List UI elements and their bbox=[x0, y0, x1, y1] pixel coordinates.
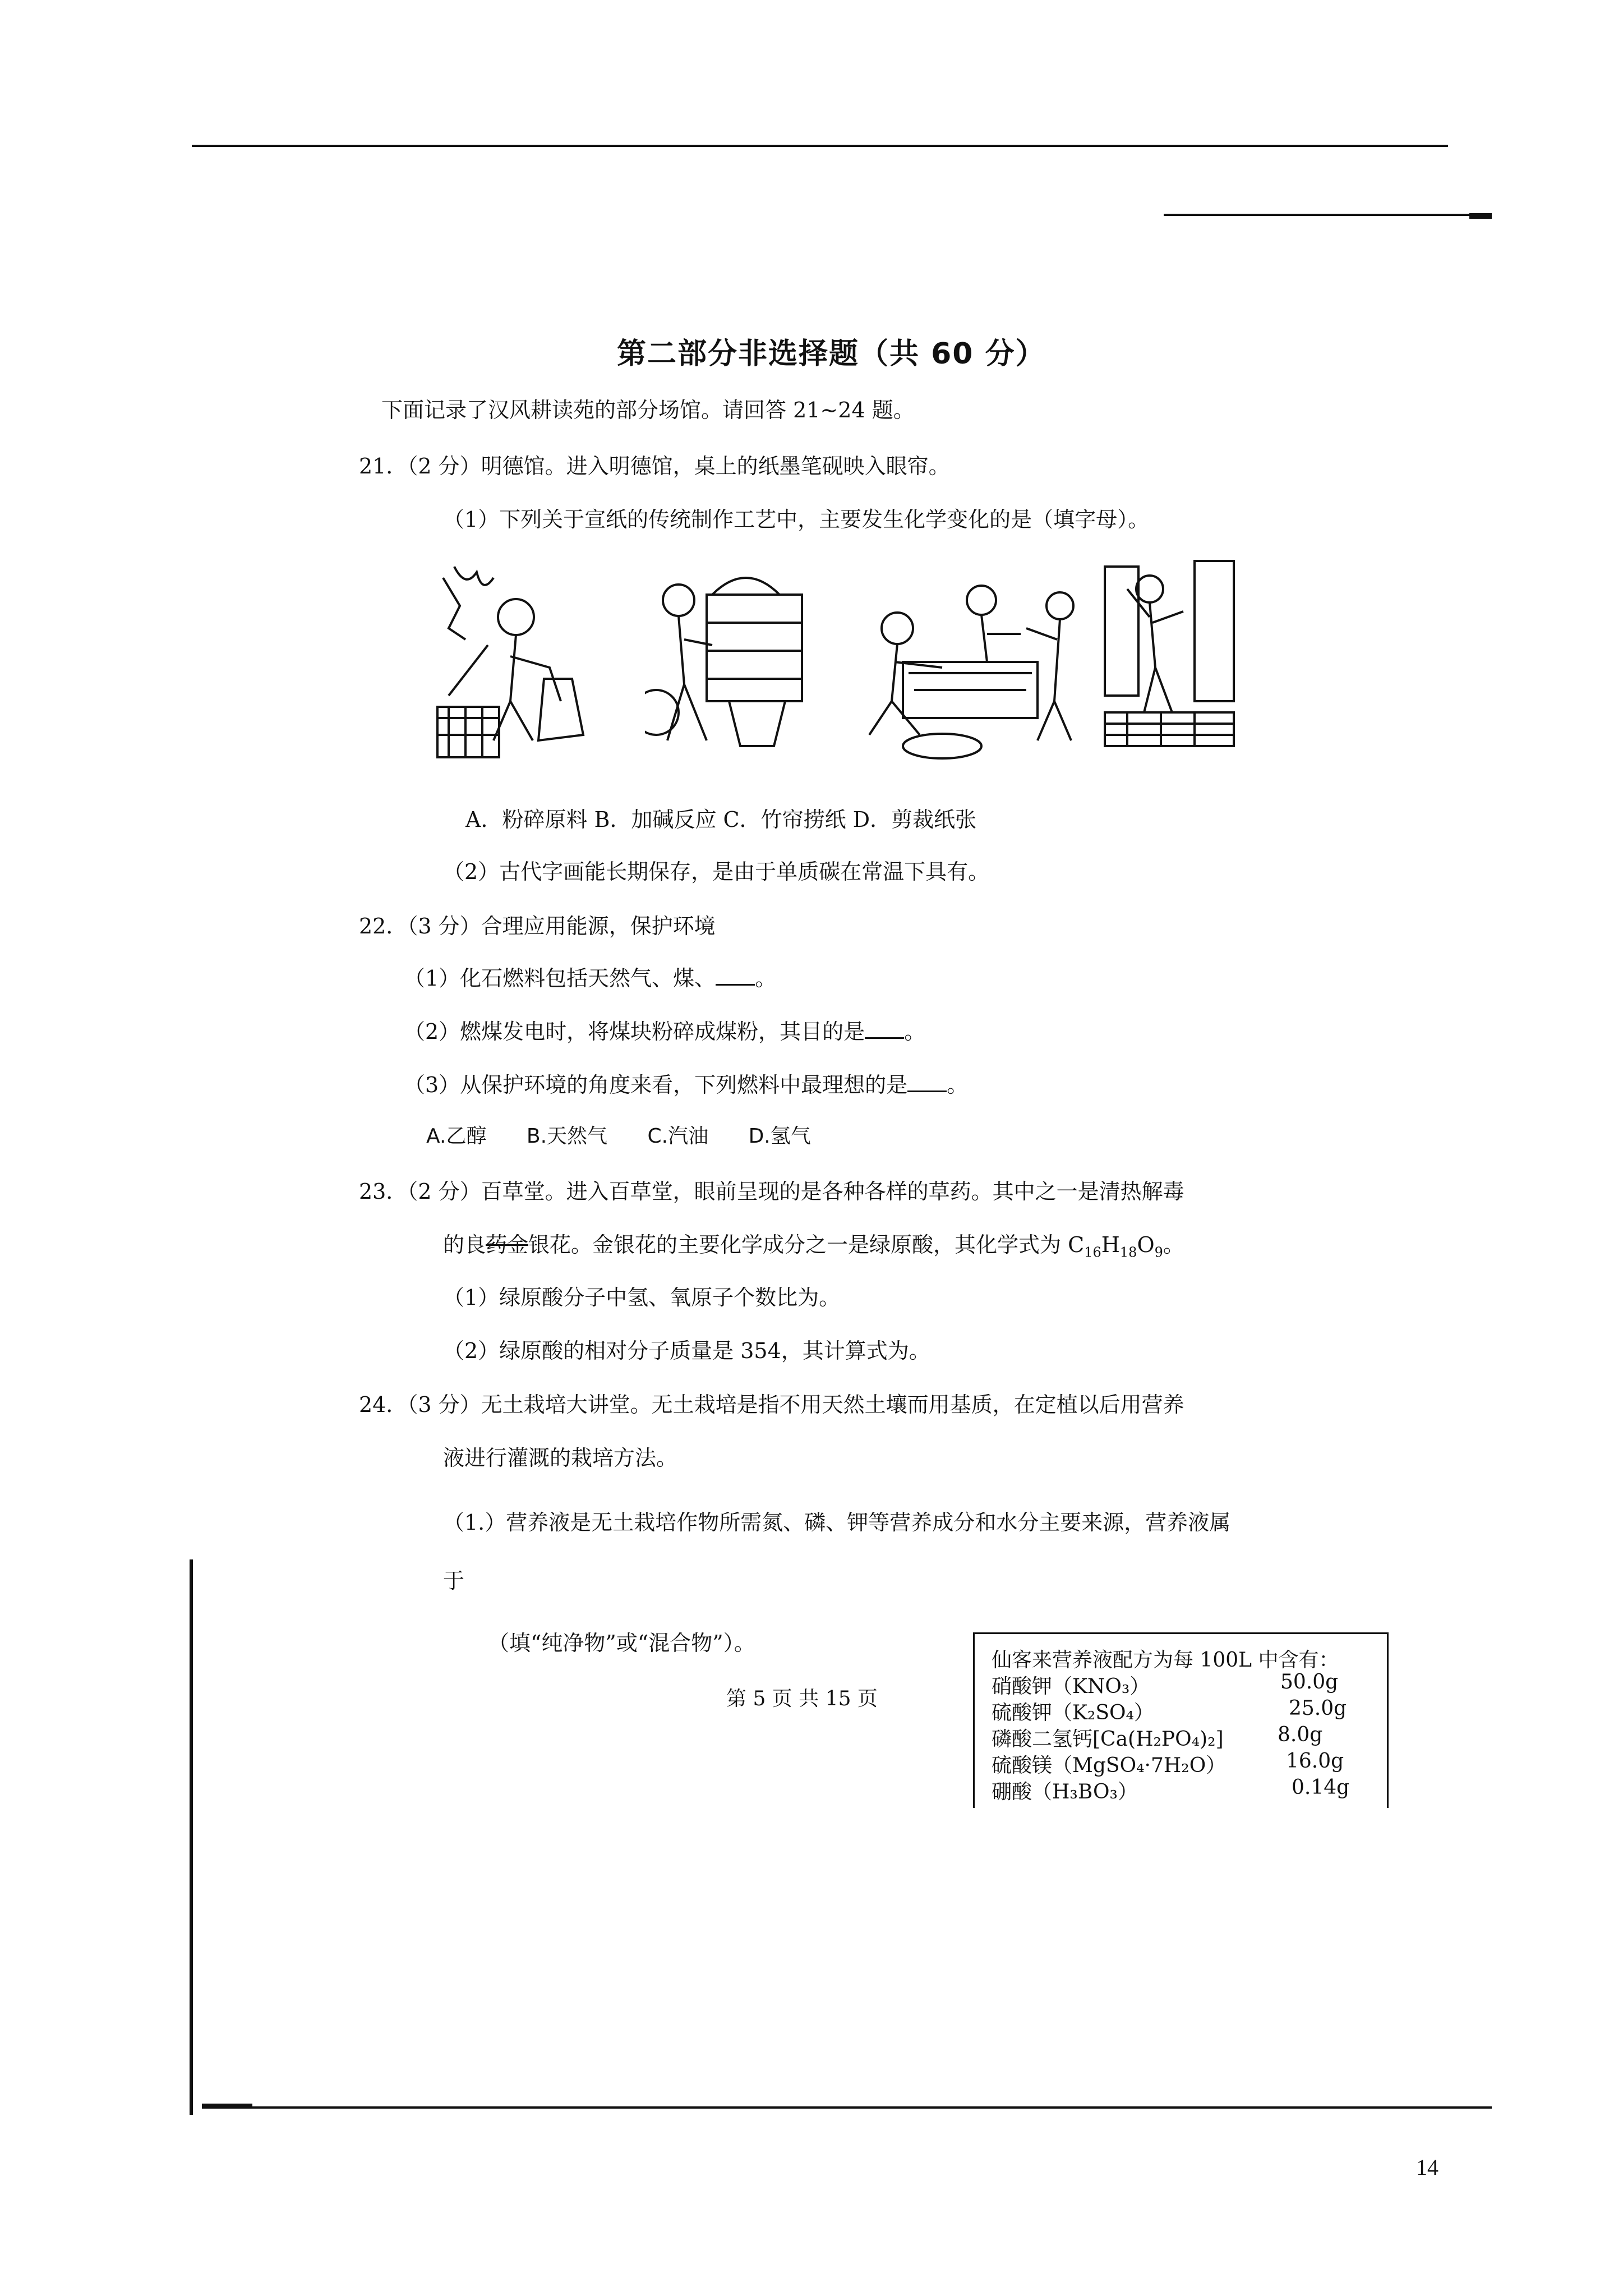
q23-stem-line1: 23．（2 分）百草堂。进入百草堂，眼前呈现的是各种各样的草药。其中之一是清热解毒 bbox=[359, 1179, 1184, 1204]
top-right-rule bbox=[1164, 214, 1492, 216]
formula-sub-h: 18 bbox=[1119, 1244, 1137, 1260]
nutrient-item-name: 硫酸镁（MgSO₄·7H₂O） bbox=[992, 1754, 1227, 1777]
option-d: D.氢气 bbox=[748, 1125, 811, 1148]
q22-sub3-period: 。 bbox=[947, 1073, 969, 1097]
q21-sub2: （2）古代字画能长期保存，是由于单质碳在常温下具有。 bbox=[443, 859, 990, 884]
q22-sub1-period: 。 bbox=[755, 966, 777, 991]
q22-sub1-text: （1）化石燃料包括天然气、煤、 bbox=[404, 966, 716, 991]
q24-stem-line1: 24．（3 分）无土栽培大讲堂。无土栽培是指不用天然土壤而用基质，在定植以后用营养 bbox=[359, 1392, 1184, 1417]
nutrient-header: 仙客来营养液配方为每 100L 中含有： bbox=[992, 1649, 1339, 1672]
left-scan-edge bbox=[190, 1559, 193, 2115]
formula-h: H bbox=[1101, 1232, 1120, 1257]
nutrient-item-amount: 50.0g bbox=[1280, 1671, 1339, 1694]
nutrient-item-amount: 0.14g bbox=[1292, 1776, 1350, 1799]
illustration-paper-cutting bbox=[1094, 555, 1245, 769]
answer-blank[interactable] bbox=[716, 965, 755, 986]
q24-sub1-line1: （1.）营养液是无土栽培作物所需氮、磷、钾等营养成分和水分主要来源，营养液属 bbox=[443, 1510, 1231, 1535]
q24-sub1-line2: 于 bbox=[443, 1568, 465, 1593]
q22-stem: 22．（3 分）合理应用能源，保护环境 bbox=[359, 914, 716, 938]
formula-sub-o: 9 bbox=[1154, 1244, 1163, 1260]
q23-stem-line2 bbox=[443, 1227, 1184, 1260]
q22-sub2-period: 。 bbox=[904, 1019, 926, 1044]
answer-blank[interactable] bbox=[907, 1071, 947, 1092]
nutrient-item-amount: 16.0g bbox=[1286, 1750, 1344, 1773]
nutrient-item-name: 硫酸钾（K₂SO₄） bbox=[992, 1701, 1154, 1724]
illustration-crushing bbox=[426, 555, 611, 769]
q23-sub1: （1）绿原酸分子中氢、氧原子个数比为。 bbox=[443, 1285, 841, 1310]
top-rule bbox=[192, 145, 1448, 147]
q23-sub2: （2）绿原酸的相对分子质量是 354，其计算式为。 bbox=[443, 1338, 930, 1363]
nutrient-item-name: 硝酸钾（KNO₃） bbox=[992, 1675, 1150, 1698]
q22-sub3-text: （3）从保护环境的角度来看，下列燃料中最理想的是 bbox=[404, 1073, 908, 1097]
q23-strikethrough: 药金 bbox=[486, 1232, 529, 1257]
nutrient-item-name: 磷酸二氢钙[Ca(H₂PO₄)₂] bbox=[992, 1728, 1224, 1751]
q23-stem-b: 银花。金银花的主要化学成分之一是绿原酸，其化学式为 C bbox=[528, 1232, 1085, 1257]
q21-stem: 21．（2 分）明德馆。进入明德馆，桌上的纸墨笔砚映入眼帘。 bbox=[359, 454, 950, 478]
q22-sub2-text: （2）燃煤发电时，将煤块粉碎成煤粉，其目的是 bbox=[404, 1019, 865, 1044]
option-c: C.汽油 bbox=[647, 1125, 709, 1148]
option-a: A.乙醇 bbox=[426, 1125, 487, 1148]
nutrient-item-name: 硼酸（H₃BO₃） bbox=[992, 1780, 1138, 1803]
intro-text: 下面记录了汉风耕读苑的部分场馆。请回答 21~24 题。 bbox=[381, 398, 915, 422]
q21-sub1: （1）下列关于宣纸的传统制作工艺中，主要发生化学变化的是（填字母）。 bbox=[443, 507, 1150, 532]
illustration-alkali-reaction bbox=[645, 555, 830, 769]
formula-o: O bbox=[1137, 1232, 1155, 1257]
bottom-rule-start bbox=[202, 2104, 252, 2109]
answer-blank[interactable] bbox=[865, 1018, 904, 1039]
page-label: 第 5 页 共 15 页 bbox=[726, 1687, 878, 1710]
q23-stem-end: 。 bbox=[1163, 1232, 1184, 1257]
q22-sub2 bbox=[404, 1014, 925, 1045]
option-b: B.天然气 bbox=[526, 1125, 608, 1148]
nutrient-item-amount: 25.0g bbox=[1289, 1697, 1347, 1720]
q22-sub1 bbox=[404, 961, 776, 992]
bottom-rule bbox=[202, 2106, 1492, 2109]
footer-page-number: 14 bbox=[1416, 2155, 1438, 2180]
q22-options bbox=[426, 1120, 845, 1149]
q24-sub1-line3: （填“纯净物”或“混合物”）。 bbox=[488, 1631, 755, 1655]
nutrient-item-amount: 8.0g bbox=[1278, 1723, 1323, 1746]
top-right-rule-end bbox=[1469, 213, 1492, 219]
nutrient-formula-box bbox=[973, 1632, 1389, 1808]
formula-sub-c: 16 bbox=[1084, 1244, 1101, 1260]
q24-stem-line2: 液进行灌溉的栽培方法。 bbox=[443, 1446, 678, 1470]
illustration-paper-scooping bbox=[830, 555, 1094, 769]
q22-sub3 bbox=[404, 1068, 968, 1098]
q21-options: A．粉碎原料 B．加碱反应 C．竹帘捞纸 D．剪裁纸张 bbox=[465, 807, 977, 832]
section-title: 第二部分非选择题（共 60 分） bbox=[617, 337, 1046, 371]
q23-stem-a: 的良 bbox=[443, 1232, 486, 1257]
